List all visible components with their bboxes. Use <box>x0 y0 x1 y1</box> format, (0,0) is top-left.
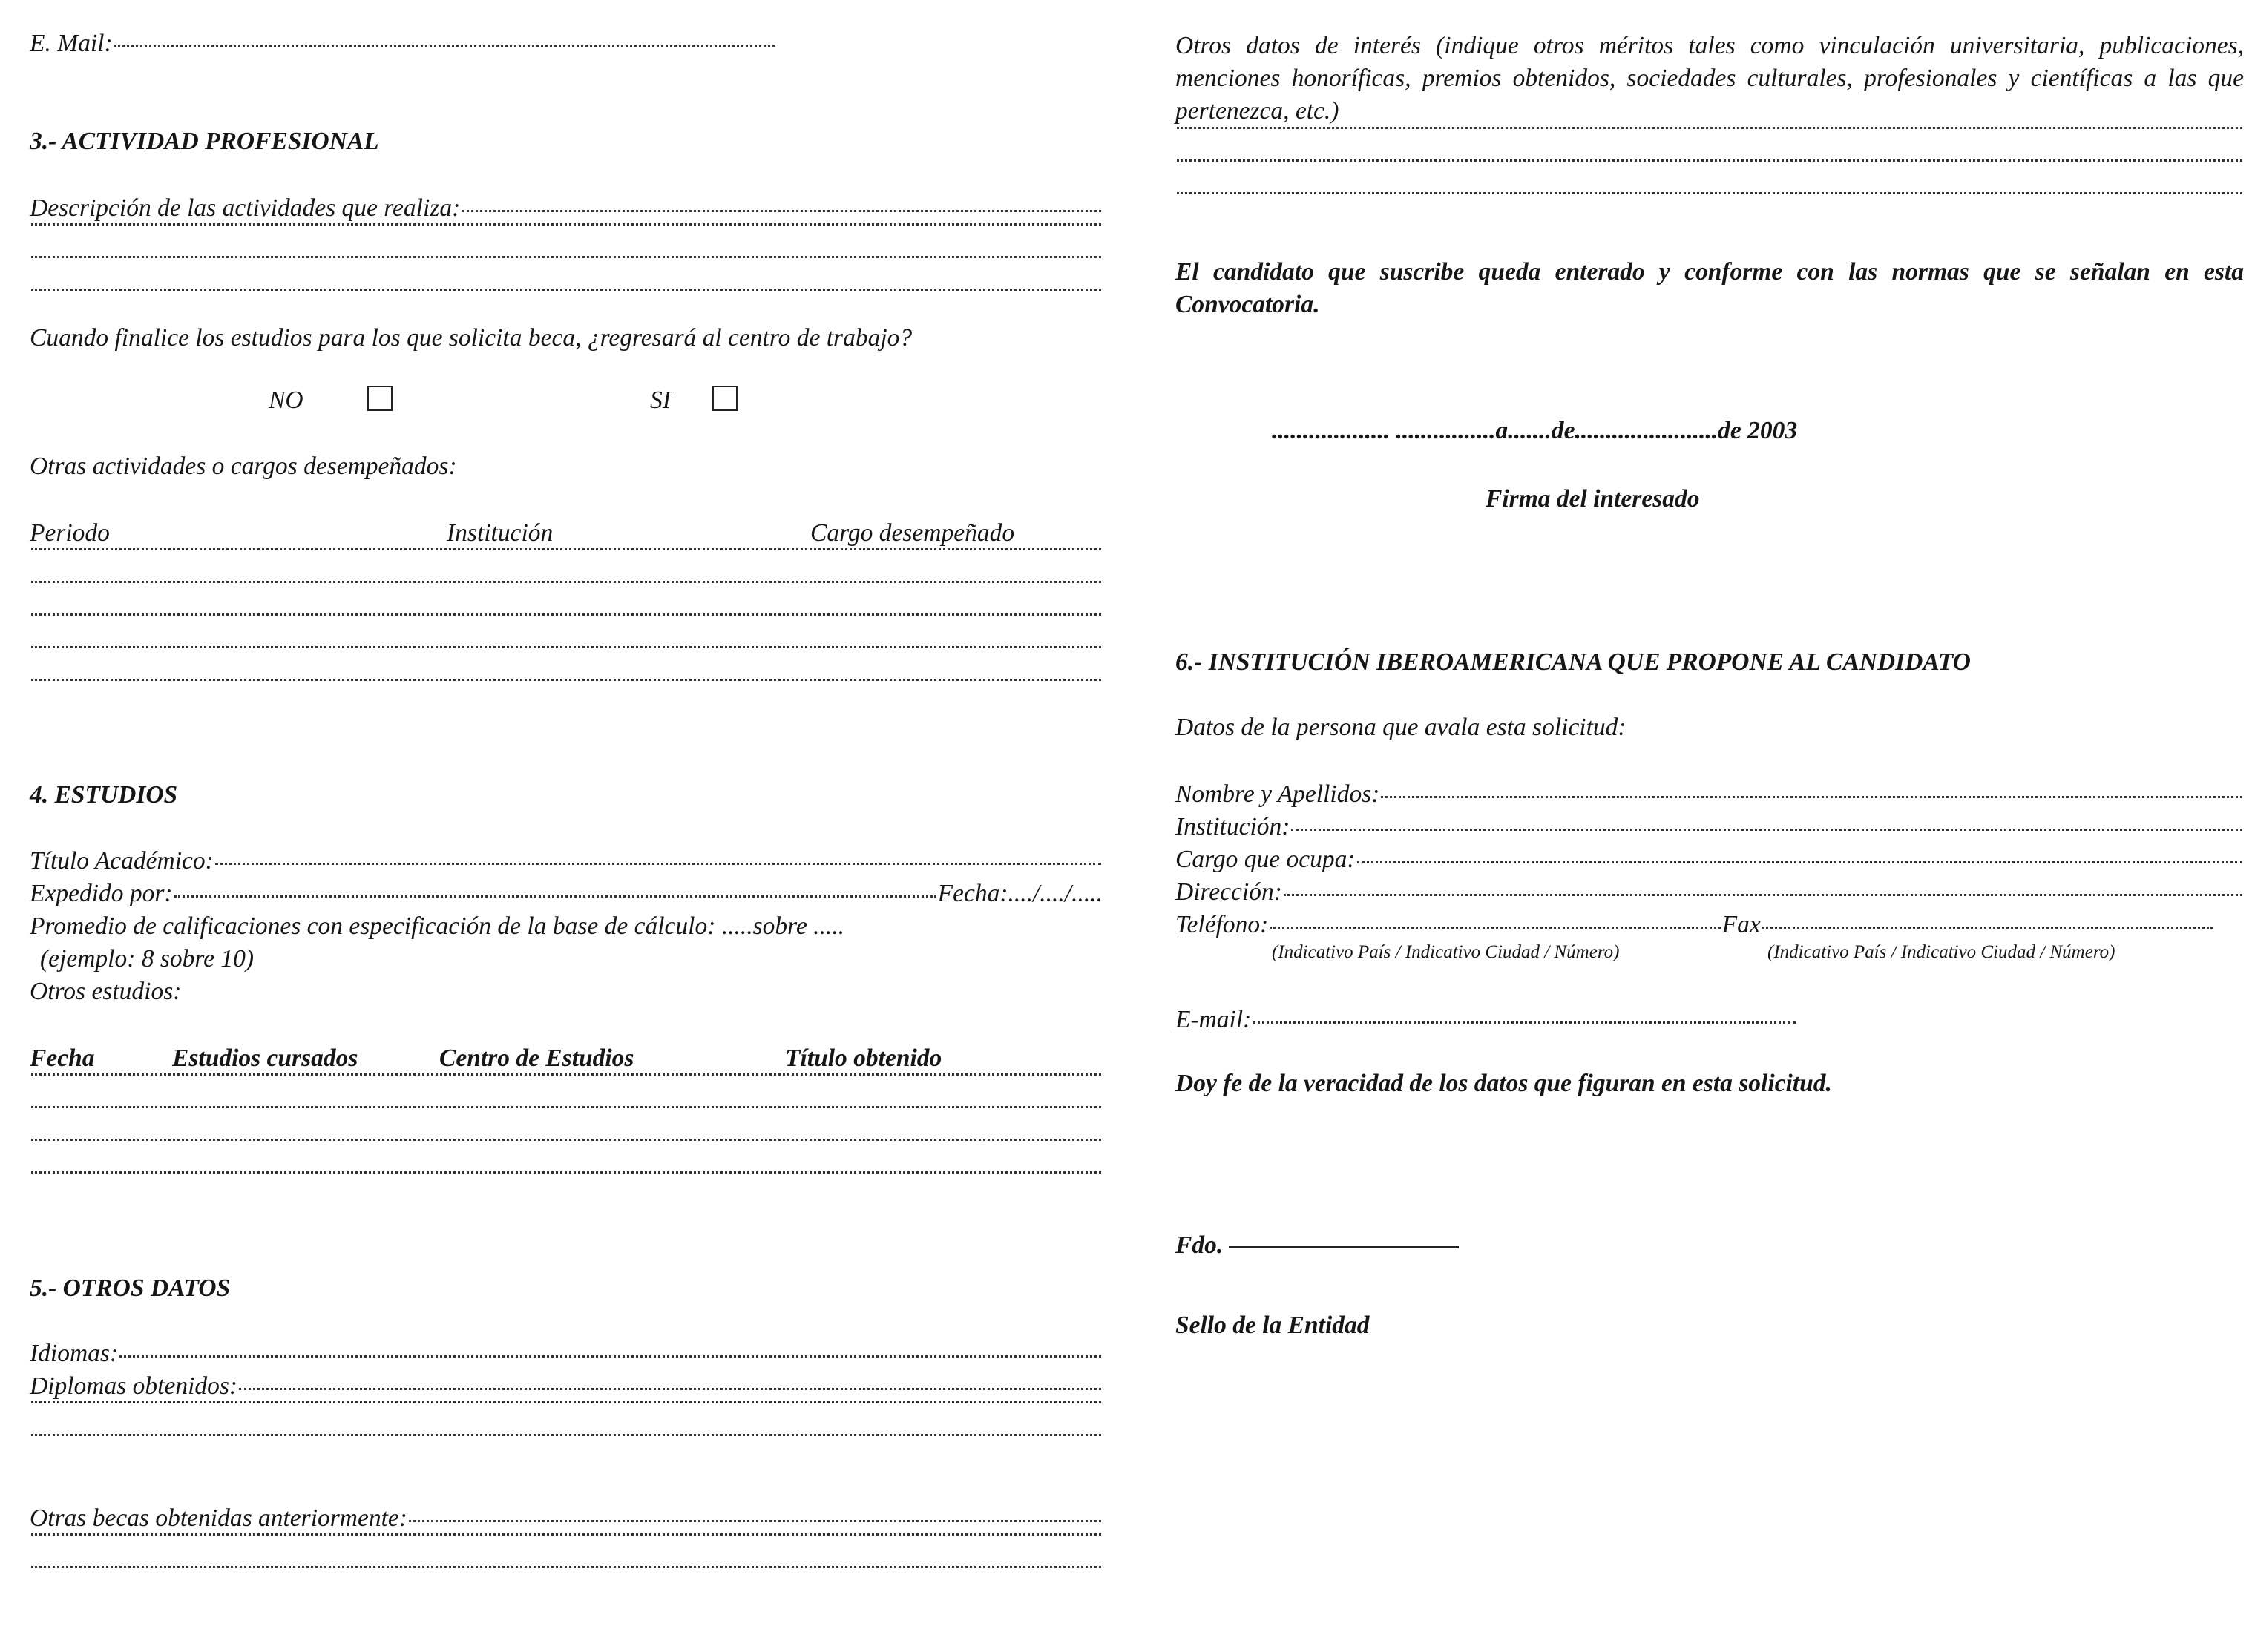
institucion-row <box>1175 813 2244 841</box>
telefono-row <box>1175 911 2214 939</box>
expedido-label: Expedido por: <box>30 880 173 907</box>
column-fecha: Fecha <box>30 1044 95 1072</box>
column-titulo: Título obtenido <box>785 1044 942 1072</box>
diplomas-label: Diplomas obtenidos: <box>30 1372 238 1400</box>
email-row <box>1175 1006 1797 1034</box>
titulo-label: Título Académico: <box>30 847 214 875</box>
activities-desc-field[interactable] <box>462 210 1101 212</box>
cargo-field[interactable] <box>1357 861 2242 863</box>
firma-label: Firma del interesado <box>1486 485 1700 513</box>
promedio-text: Promedio de calificaciones con especificación de la base de cálculo: .....sobre ..... <box>30 912 845 940</box>
si-label: SI <box>650 386 671 414</box>
cargo-row <box>1175 846 2244 874</box>
idiomas-field[interactable] <box>119 1355 1101 1358</box>
si-checkbox[interactable] <box>712 386 738 411</box>
activity-row-line[interactable] <box>30 585 1103 587</box>
section5-title: 5.- OTROS DATOS <box>30 1274 231 1302</box>
ejemplo-text: (ejemplo: 8 sobre 10) <box>40 945 255 973</box>
institucion-field[interactable] <box>1291 829 2242 831</box>
activity-row-line[interactable] <box>30 617 1103 619</box>
column-centro: Centro de Estudios <box>439 1044 634 1072</box>
direccion-label: Dirección: <box>1175 878 1282 906</box>
becas-line[interactable] <box>30 1570 1103 1572</box>
diplomas-line[interactable] <box>30 1405 1103 1407</box>
section4-title: 4. ESTUDIOS <box>30 781 178 809</box>
estudios-row-line[interactable] <box>30 1077 1103 1079</box>
expedido-field[interactable] <box>174 895 936 898</box>
section6-title: 6.- INSTITUCIÓN IBEROAMERICANA QUE PROPONE AL CANDIDATO <box>1175 648 1971 676</box>
idiomas-row <box>30 1340 1103 1368</box>
idiomas-label: Idiomas: <box>30 1340 119 1367</box>
column-estudios: Estudios cursados <box>172 1044 358 1072</box>
diplomas-row <box>30 1372 1103 1401</box>
telefono-hint: (Indicativo País / Indicativo Ciudad / Número) <box>1272 942 1620 962</box>
becas-label: Otras becas obtenidas anteriormente: <box>30 1504 407 1532</box>
email-field[interactable] <box>114 45 775 47</box>
no-checkbox[interactable] <box>367 386 393 411</box>
activity-row-line[interactable] <box>30 650 1103 652</box>
nombre-field[interactable] <box>1381 796 2242 798</box>
cargo-label: Cargo que ocupa: <box>1175 846 1356 873</box>
titulo-field[interactable] <box>215 863 1101 865</box>
signature-line[interactable] <box>1229 1246 1459 1248</box>
return-question: Cuando finalice los estudios para los que solicita beca, ¿regresará al centro de trabajo? <box>30 324 913 352</box>
fax-label: Fax <box>1721 911 1761 938</box>
datos-label: Datos de la persona que avala esta solicitud: <box>1175 714 1626 741</box>
email-row <box>30 30 776 58</box>
telefono-label: Teléfono: <box>1175 911 1269 938</box>
other-activities-label: Otras actividades o cargos desempeñados: <box>30 453 457 480</box>
otros-estudios-label: Otros estudios: <box>30 978 182 1005</box>
si-option <box>650 386 738 415</box>
otros-datos-line[interactable] <box>1175 163 2244 165</box>
direccion-field[interactable] <box>1284 894 2242 896</box>
activities-desc-line[interactable] <box>30 227 1103 229</box>
fdo-label: Fdo. <box>1175 1231 1224 1259</box>
fecha-label: Fecha:..../..../..... <box>937 880 1103 907</box>
section3-title: 3.- ACTIVIDAD PROFESIONAL <box>30 128 379 155</box>
date-line[interactable]: ................... ................a.......de.......................de 2003 <box>1272 417 1798 444</box>
veracidad-text: Doy fe de la veracidad de los datos que figuran en esta solicitud. <box>1175 1070 1832 1097</box>
email6-label: E-mail: <box>1175 1006 1252 1033</box>
otros-datos-line[interactable] <box>1175 131 2244 133</box>
institucion-label: Institución: <box>1175 813 1290 840</box>
nombre-label: Nombre y Apellidos: <box>1175 780 1380 808</box>
direccion-row <box>1175 878 2244 906</box>
becas-field[interactable] <box>409 1520 1101 1522</box>
estudios-row-line[interactable] <box>30 1110 1103 1112</box>
activities-desc-line[interactable] <box>30 260 1103 262</box>
agreement-text: El candidato que suscribe queda enterado y conforme con las normas que se señalan en esta Convocatoria. <box>1175 258 2244 318</box>
fax-field[interactable] <box>1762 927 2213 929</box>
activity-row-line[interactable] <box>30 552 1103 554</box>
diplomas-field[interactable] <box>239 1388 1101 1390</box>
no-option <box>269 386 393 415</box>
fax-hint: (Indicativo País / Indicativo Ciudad / Número) <box>1767 942 2115 962</box>
email6-field[interactable] <box>1253 1021 1796 1024</box>
column-institucion: Institución <box>447 519 554 547</box>
estudios-row-line[interactable] <box>30 1175 1103 1177</box>
telefono-field[interactable] <box>1270 927 1720 929</box>
activities-desc-row <box>30 194 1103 223</box>
expedido-row <box>30 880 1103 908</box>
no-label: NO <box>269 386 303 414</box>
estudios-row-line[interactable] <box>30 1142 1103 1145</box>
sello-label: Sello de la Entidad <box>1175 1312 1370 1339</box>
fdo-row <box>1175 1231 1459 1260</box>
column-periodo: Periodo <box>30 519 110 547</box>
activity-row-line[interactable] <box>30 682 1103 685</box>
column-cargo: Cargo desempeñado <box>810 519 1015 547</box>
titulo-row <box>30 847 1103 875</box>
diplomas-line[interactable] <box>30 1438 1103 1440</box>
otros-datos-text: Otros datos de interés (indique otros méritos tales como vinculación universitaria, publicaciones, menciones honoríficas, premios obtenidos, sociedades culturales, profesionales y científicas a las que pertenezca, etc.) <box>1175 32 2244 125</box>
becas-row <box>30 1504 1103 1533</box>
email-label: E. Mail: <box>30 30 113 57</box>
otros-datos-line[interactable] <box>1175 196 2244 198</box>
nombre-row <box>1175 780 2244 809</box>
activities-desc-label: Descripción de las actividades que realiza: <box>30 194 461 222</box>
activities-desc-line[interactable] <box>30 292 1103 294</box>
becas-line[interactable] <box>30 1537 1103 1539</box>
